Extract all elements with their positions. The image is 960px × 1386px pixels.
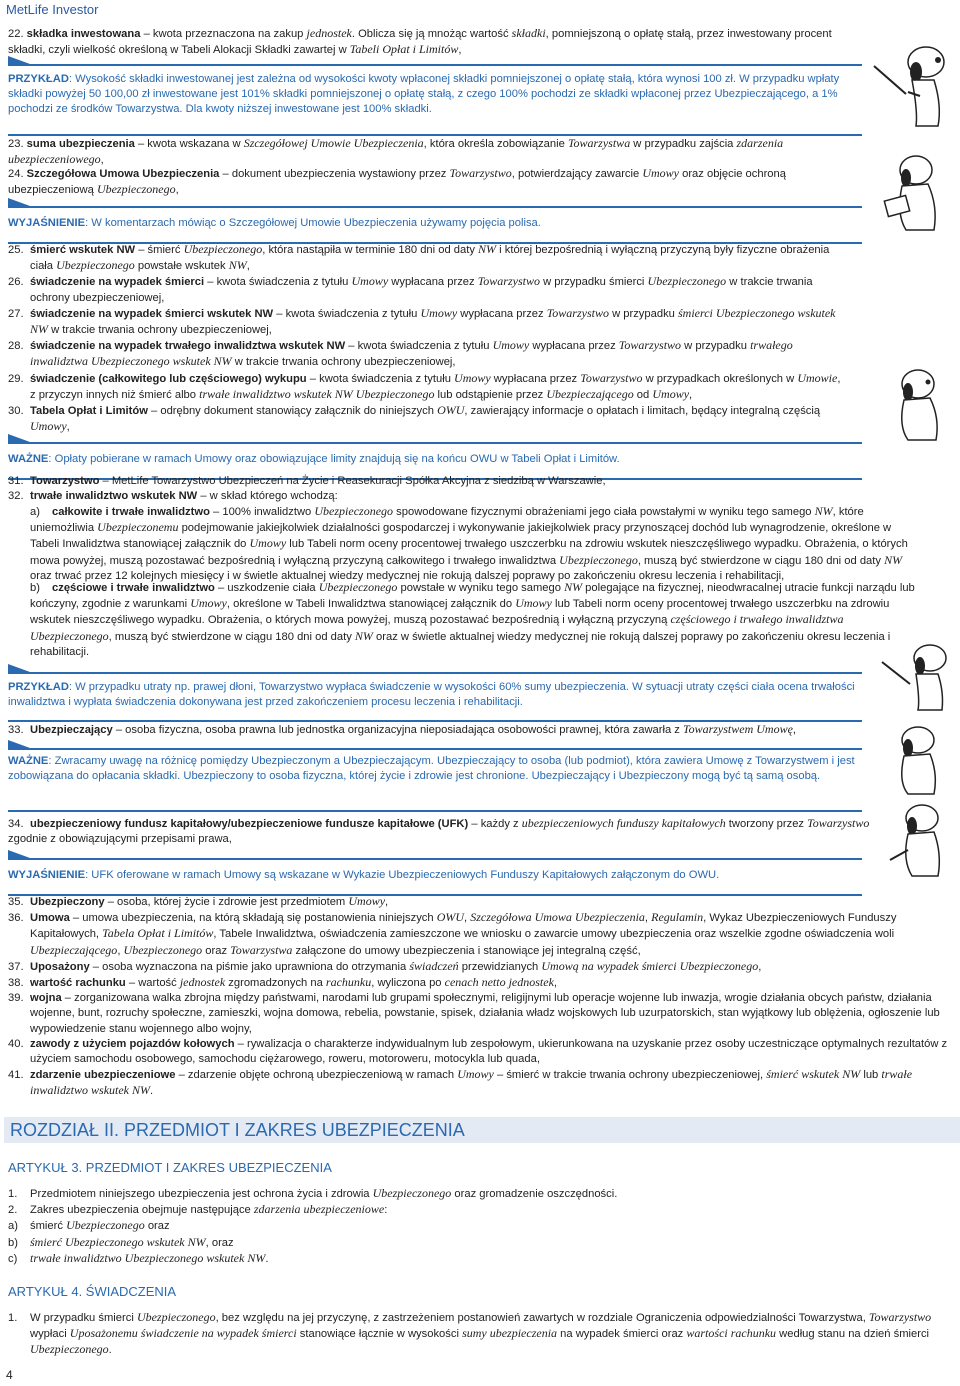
para-text: W przypadku śmierci Ubezpieczonego, bez względu na jej przyczynę, z zastrzeżeniem postanowień zawartych w rozdziale Ograniczenia odpowiedzialności Towarzystwa, Towarzystwo wypłaci Uposażonemu świadczenie na wypadek śmierci stanowiące łącznie w wysokości sumy ubezpieczenia na wypadek śmierci oraz wartości rachunku według stanu na dzień śmierci Ubezpieczonego.	[30, 1310, 932, 1357]
definition-item	[8, 274, 848, 305]
article-4-body	[8, 1310, 954, 1359]
def-number: 29.	[8, 372, 24, 385]
para-number: 1.	[8, 1188, 18, 1200]
snoopy-thinking-illustration	[880, 364, 954, 444]
def-text: – kwota wskazana w	[134, 138, 244, 150]
snoopy-writing-illustration	[882, 800, 954, 880]
def-number: 35.	[8, 896, 24, 908]
definition-33	[8, 722, 878, 738]
def-text: – kwota przeznaczona na zakup	[140, 28, 307, 40]
def-number: 33.	[8, 724, 24, 736]
definition-item	[8, 403, 848, 435]
def-italic: Umowy	[642, 166, 679, 180]
def-text: świadczenie na wypadek trwałego inwalidztwa wskutek NW – kwota świadczenia z tytułu Umowy wypłacana przez Towarzystwo w przypadku trwałego inwalidztwa Ubezpieczonego wskutek NW w trakcie trwania ochrony ubezpieczeniowej,	[30, 338, 793, 369]
def-text: Tabela Opłat i Limitów – odrębny dokument stanowiący załącznik do niniejszych OWU, zawierający informacje o opłatach i limitach, będący integralną częścią Umowy,	[30, 403, 821, 434]
def-italic: Szczegółowej Umowie Ubezpieczenia	[243, 136, 424, 150]
important-tag: WAŻNE	[8, 453, 49, 465]
definition-item	[8, 991, 954, 1037]
example-tag: PRZYKŁAD	[8, 681, 69, 693]
example-box-1	[8, 64, 862, 136]
def-number: c)	[8, 1252, 18, 1265]
def-text: Towarzystwo – MetLife Towarzystwo Ubezpieczeń na Życie i Reasekuracji Spółka Akcyjna z siedzibą w Warszawie,	[30, 475, 606, 487]
definition-item	[8, 474, 848, 489]
definitions-25-30	[8, 242, 848, 435]
def-text: zdarzenie ubezpieczeniowe – zdarzenie objęte ochroną ubezpieczeniową w ramach Umowy – śmierć w trakcie trwania ochrony ubezpieczeniowej, śmierć wskutek NW lub trwałe inwalidztwo wskutek NW.	[30, 1067, 913, 1098]
def-text: oraz objęcie ochroną ubezpieczeniową	[8, 168, 786, 197]
def-text: trwałe inwalidztwo wskutek NW – w skład którego wchodzą:	[30, 490, 338, 503]
page-number: 4	[6, 1368, 13, 1382]
callout-marker	[8, 740, 30, 748]
definition-item	[8, 371, 848, 403]
def-text: świadczenie na wypadek śmierci – kwota świadczenia z tytułu Umowy wypłacana przez Towarzystwo w przypadku śmierci Ubezpieczonego w trakcie trwania ochrony ubezpieczeniowej,	[30, 274, 813, 304]
def-number: 34.	[8, 818, 24, 830]
def-text: całkowite i trwałe inwalidztwo – 100% inwalidztwo Ubezpieczonego spowodowane fizycznymi obrażeniami jego ciała powstałymi w wyniku tego samego NW, które uniemożliwia Ubezpieczonemu podejmowanie jakiejkolwiek działalności gospodarczej i wykonywanie jakiejkolwiek pracy przynoszącej dochód lub wynagrodzenie, określone w Tabeli Inwalidztwa stanowiącej załącznik do Umowy lub Tabeli norm oceny procentowej trwałego uszczerbku na zdrowiu wskutek nieszczęśliwego wypadku. Obrażenia, o których mowa powyżej, muszą pozostawać bezpośrednią i wyłączną przyczyną całkowitego i trwałego inwalidztwa Ubezpieczonego, muszą być stwierdzone w ciągu 180 dni od daty NW oraz trwać przez 12 kolejnych miesięcy i w świetle aktualnej wiedzy medycznej nie rokują dalszej poprawy po zakończeniu okresu leczenia i rehabilitacji,	[30, 504, 908, 582]
important-tag: WAŻNE	[8, 755, 49, 767]
definition-item	[8, 1037, 954, 1067]
callout-marker	[8, 850, 30, 858]
para-text: Przedmiotem niniejszego ubezpieczenia jest ochrona życia i zdrowia Ubezpieczonego oraz gromadzenie oszczędności.	[30, 1186, 618, 1200]
def-italic: zdarzenia ubezpieczeniowego	[8, 136, 784, 167]
callout-marker	[8, 56, 30, 64]
definition-32a	[8, 504, 918, 584]
list-item	[8, 1235, 954, 1251]
def-text: świadczenie (całkowitego lub częściowego) wykupu – kwota świadczenia z tytułu Umowy wypłacana przez Towarzystwo w przypadkach określonych w Umowie, z przyczyn innych niż śmierć albo trwałe inwalidztwo wskutek NW Ubezpieczonego lub odstąpienie przez Ubezpieczającego od Umowy,	[30, 370, 841, 401]
def-number: 40.	[8, 1037, 24, 1050]
def-number: a)	[8, 1220, 18, 1233]
snoopy-pointer-illustration-2	[880, 640, 956, 714]
def-number: 28.	[8, 340, 24, 353]
definition-32b	[8, 580, 918, 660]
def-text: trwałe inwalidztwo Ubezpieczonego wskutek NW.	[30, 1250, 269, 1265]
def-term: składka inwestowana	[26, 28, 141, 40]
def-number: 32.	[8, 490, 24, 503]
def-term: Szczegółowa Umowa Ubezpieczenia	[26, 168, 220, 180]
def-italic: Towarzystwa	[567, 136, 631, 150]
snoopy-reading-illustration	[876, 150, 954, 236]
def-text: Uposażony – osoba wyznaczona na piśmie jako uprawniona do otrzymania świadczeń przewidzianych Umową na wypadek śmierci Ubezpieczonego,	[30, 958, 762, 973]
def-text: częściowe i trwałe inwalidztwo – uszkodzenie ciała Ubezpieczonego powstałe w wyniku tego samego NW polegające na fizycznej, nieodwracalnej utracie funkcji narządu lub kończyny, zgodnie z warunkami Umowy, określone w Tabeli Inwalidztwa stanowiącej załącznik do Umowy lub Tabeli norm oceny procentowej trwałego uszczerbku na zdrowiu wskutek nieszczęśliwego wypadku. Obrażenia, o których mowa powyżej, muszą pozostawać bezpośrednią i wyłączną przyczyną częściowego i trwałego inwalidztwa Ubezpieczonego, muszą być stwierdzone w ciągu 180 dni od daty NW oraz w świetle aktualnej wiedzy medycznej nie rokują dalszej poprawy po zakończeniu okresu leczenia i rehabilitacji.	[30, 580, 915, 658]
callout-marker	[8, 198, 30, 206]
def-number: 38.	[8, 977, 24, 990]
def-text: wartość rachunku – wartość jednostek zgromadzonych na rachunku, wyliczona po cenach netto jednostek,	[30, 975, 558, 990]
para-number: 1.	[8, 1312, 18, 1324]
definition-34	[8, 816, 878, 847]
definition-item	[8, 975, 954, 991]
article-3-list	[8, 1218, 954, 1267]
definition-item	[8, 242, 848, 274]
def-text: ,	[100, 154, 104, 167]
def-text: Ubezpieczony – osoba, której życie i zdrowie jest przedmiotem Umowy,	[30, 894, 389, 908]
def-text: ,	[458, 44, 462, 57]
para-text: Zakres ubezpieczenia obejmuje następujące zdarzenia ubezpieczeniowe:	[30, 1202, 388, 1217]
definition-item	[8, 338, 848, 370]
def-text: zawody z użyciem pojazdów kołowych – rywalizacja o charakterze indywidualnym lub zespołowym, ukierunkowana na uzyskanie przez osoby uczestniczące optymalnych rezultatów z użyciem samochodu osobowego, samochodu ciężarowego, roweru, motoroweru, motocykla lub quada,	[30, 1037, 948, 1066]
def-text: . Oblicza się ją mnożąc wartość	[351, 28, 512, 40]
important-text: : Opłaty pobierane w ramach Umowy oraz obowiązujące limity znajdują się na końcu OWU w Tabeli Opłat i Limitów.	[48, 453, 620, 465]
definition-23	[8, 136, 868, 168]
explanation-box-1	[8, 206, 862, 244]
article-4-title: ARTYKUŁ 4. ŚWIADCZENIA	[8, 1284, 177, 1299]
important-text: : Zwracamy uwagę na różnicę pomiędzy Ubezpieczonym a Ubezpieczającym. Ubezpieczający to osoba (lub podmiot), która zawiera Umowę z Towarzystwem i jest zobowiązana do opłacania składki. Ubezpieczony to osoba fizyczna, której życie i zdrowie jest chronione. Ubezpieczający i Ubezpieczony mogą być tą samą osobą.	[8, 755, 855, 783]
explanation-box-2	[8, 858, 862, 896]
def-number: 37.	[8, 960, 24, 973]
definition-24	[8, 166, 868, 198]
def-number: 26.	[8, 276, 24, 289]
def-text: Umowa – umowa ubezpieczenia, na którą składają się postanowienia niniejszych OWU, Szczegółowa Umowa Ubezpieczenia, Regulamin, Wykaz Ubezpieczeniowych Funduszy Kapitałowych, Tabela Opłat i Limitów, Tabele Inwalidztwa, oświadczenia zamieszczone we wniosku o zawarcie umowy ubezpieczenia oraz wszelkie zgodne oświadczenia woli Ubezpieczającego, Ubezpieczonego oraz Towarzystwa załączone do umowy ubezpieczenia i stanowiące jej integralną część,	[30, 910, 897, 957]
list-label: b)	[30, 582, 40, 594]
def-italic: Towarzystwo	[449, 166, 512, 180]
callout-marker	[8, 664, 30, 672]
def-number: 25.	[8, 244, 24, 256]
explanation-tag: WYJAŚNIENIE	[8, 869, 86, 881]
important-box-2	[8, 748, 862, 812]
explanation-tag: WYJAŚNIENIE	[8, 217, 86, 229]
explanation-text: : W komentarzach mówiąc o Szczegółowej Umowie Ubezpieczenia używamy pojęcia polisa.	[85, 217, 541, 229]
snoopy-standing-illustration	[882, 722, 954, 798]
def-number: 23.	[8, 138, 24, 150]
def-text: świadczenie na wypadek śmierci wskutek NW – kwota świadczenia z tytułu Umowy wypłacana przez Towarzystwo w przypadku śmierci Ubezpieczonego wskutek NW w trakcie trwania ochrony ubezpieczeniowej,	[30, 305, 836, 337]
def-italic: jednostek	[306, 26, 352, 40]
list-item	[8, 1251, 954, 1267]
def-number: 36.	[8, 912, 24, 925]
def-text: wojna – zorganizowana walka zbrojna między państwami, narodami lub grupami społecznymi, religijnymi lub operacje wojenne lub inwazja, wrogie działania obcych państw, działania wojenne, bunt, rozruchy społeczne, zamieszki, wojna domowa, rebelia, powstanie, spisek, działania władz wojskowych lub uzurpatorskich, stan wyjątkowy lub oblężenia, ogłoszenie lub wypowiedzenie stanu wojennego albo wojny,	[30, 992, 940, 1035]
def-text: Ubezpieczający – osoba fizyczna, osoba prawna lub jednostka organizacyjna nieposiadająca osobowości prawnej, która zawarła z Towarzystwem Umowę,	[30, 722, 797, 736]
definition-item	[8, 306, 848, 338]
example-box-2	[8, 672, 862, 722]
def-text: , która określa zobowiązanie	[423, 138, 568, 150]
def-text: śmierć Ubezpieczonego oraz	[30, 1218, 170, 1233]
list-item	[8, 1218, 954, 1234]
definition-22	[8, 26, 868, 58]
example-tag: PRZYKŁAD	[8, 73, 69, 85]
def-term: suma ubezpieczenia	[26, 138, 135, 150]
article-3-title: ARTYKUŁ 3. PRZEDMIOT I ZAKRES UBEZPIECZENIA	[8, 1160, 332, 1175]
def-text: , potwierdzający zawarcie	[511, 168, 643, 180]
definition-item	[8, 489, 848, 504]
example-text: : Wysokość składki inwestowanej jest zależna od wysokości kwoty wpłaconej składki pomniejszonej o opłatę stałą, która wynosi 100 zł. W przypadku wpłaty składki powyżej 50 100,00 zł inwestowane jest 101% składki pomniejszonej o opłatę stałą, z czego 100% pochodzi ze składki wpłaconej przez Ubezpieczającego, a 1% pochodzi ze środków Towarzystwa. Dla kwoty niższej inwestowane jest 100% składki.	[8, 73, 840, 116]
def-text: , pomniejszoną o opłatę stałą, przez inwestowany procent składki, czyli wielkość określoną w Tabeli Alokacji Składki zawartej w	[8, 28, 832, 57]
definition-item	[8, 910, 954, 959]
def-italic: składki	[511, 26, 546, 40]
definition-item	[8, 894, 954, 910]
def-number: b)	[8, 1236, 18, 1249]
def-number: 30.	[8, 405, 24, 418]
definitions-35-41	[8, 894, 954, 1100]
def-text: w przypadku zajścia	[630, 138, 737, 150]
document-header: MetLife Investor	[6, 2, 99, 17]
article-3-body	[8, 1186, 954, 1267]
def-text: śmierć wskutek NW – śmierć Ubezpieczonego, która nastąpiła w terminie 180 dni od daty NW i której bezpośrednią i wyłączną przyczyną były fizyczne obrażenia ciała Ubezpieczonego powstałe wskutek NW,	[30, 242, 830, 273]
example-text: : W przypadku utraty np. prawej dłoni, Towarzystwo wypłaca świadczenie w wysokości 60% sumy ubezpieczenia. W sytuacji utraty części ciała ocena trwałości inwalidztwa i wypłata świadczenia dokonywana jest przed zakończeniem procesu leczenia i rehabilitacji.	[8, 681, 855, 709]
def-text: – dokument ubezpieczenia wystawiony przez	[219, 168, 450, 180]
chapter-title: ROZDZIAŁ II. PRZEDMIOT I ZAKRES UBEZPIECZENIA	[4, 1117, 960, 1143]
def-number: 31.	[8, 475, 24, 487]
def-italic: Ubezpieczonego	[96, 182, 176, 197]
def-text: ubezpieczeniowy fundusz kapitałowy/ubezpieczeniowe fundusze kapitałowe (UFK) – każdy z ubezpieczeniowych funduszy kapitałowych tworzony przez Towarzystwo zgodnie z obowiązującymi przepisami prawa,	[8, 816, 870, 846]
def-italic: Tabeli Opłat i Limitów	[349, 42, 459, 57]
para-number: 2.	[8, 1204, 18, 1217]
def-number: 39.	[8, 992, 24, 1005]
explanation-text: : UFK oferowane w ramach Umowy są wskazane w Wykazie Ubezpieczeniowych Funduszy Kapitałowych załączonym do OWU.	[85, 869, 720, 881]
def-number: 24.	[8, 168, 24, 180]
def-text: śmierć Ubezpieczonego wskutek NW, oraz	[30, 1234, 234, 1249]
definition-item	[8, 1067, 954, 1099]
def-number: 22.	[8, 28, 24, 40]
definitions-31-32	[8, 474, 848, 504]
def-text: ,	[175, 184, 179, 197]
def-number: 27.	[8, 307, 24, 320]
callout-marker	[8, 434, 30, 442]
list-label: a)	[30, 506, 40, 518]
snoopy-pointer-illustration	[872, 36, 956, 132]
definition-item	[8, 959, 954, 975]
def-number: 41.	[8, 1069, 24, 1082]
